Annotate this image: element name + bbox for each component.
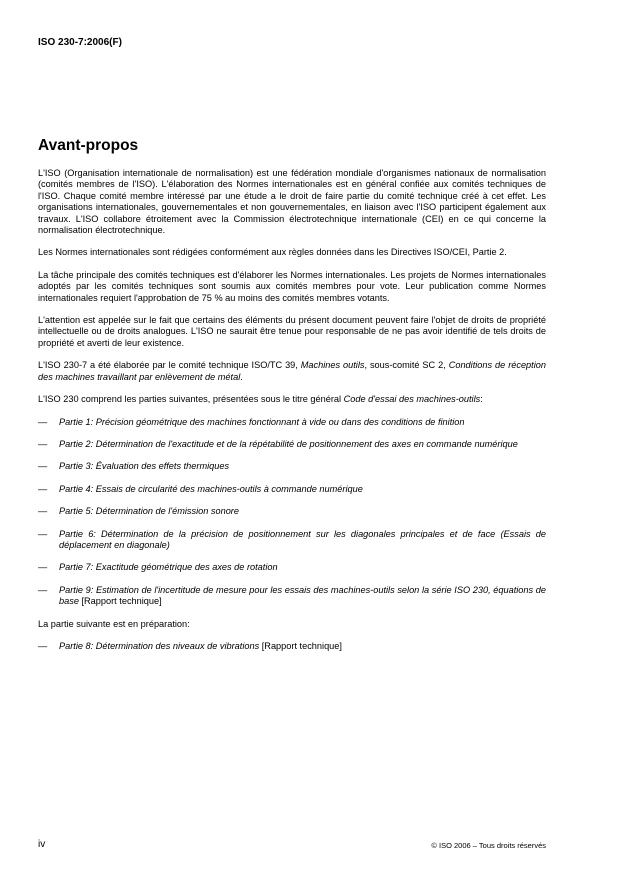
part-title: Partie 2: Détermination de l'exactitude et de la répétabilité de positionnement des axes en commande numérique (59, 438, 518, 449)
document-id: ISO 230-7:2006(F) (38, 37, 122, 48)
dash-bullet: — (38, 562, 48, 573)
list-item (38, 529, 546, 552)
p6-text-c: : (480, 394, 483, 405)
paragraph-2: Les Normes internationales sont rédigées conformément aux règles données dans les Directives ISO/CEI, Partie 2. (38, 247, 507, 258)
part-note: [Rapport technique] (78, 596, 162, 607)
list-item (38, 461, 546, 472)
document-body (38, 168, 546, 663)
part-title: Partie 3: Évaluation des effets thermiques (59, 461, 230, 472)
paragraph-1: L'ISO (Organisation internationale de normalisation) est une fédération mondiale d'organismes nationaux de normalisation (comités membres de l'ISO). L'élaboration des Normes internationales est en général confiée aux comités techniques de l'ISO. Chaque comité membre intéressé par une étude a le droit de faire partie du comité technique créé à cet effet. Les organisations internationales, gouvernementales et non gouvernementales, en liaison avec l'ISO participent également aux travaux. L'ISO collabore étroitement avec la Commission électrotechnique internationale (CEI) en ce qui concerne la normalisation électrotechnique. (38, 168, 546, 236)
copyright-notice: © ISO 2006 – Tous droits réservés (431, 841, 546, 850)
list-item (38, 585, 546, 608)
dash-bullet: — (38, 483, 48, 494)
list-item (38, 506, 546, 517)
list-item (38, 641, 546, 652)
dash-bullet: — (38, 528, 48, 539)
part-title: Partie 8: Détermination des niveaux de vibrations (59, 640, 260, 651)
part-title: Partie 1: Précision géométrique des machines fonctionnant à vide ou dans des conditions de finition (59, 416, 465, 427)
part-title: Partie 9: Estimation de l'incertitude de mesure pour les essais des machines-outils selon la série ISO 230, équations de base (59, 584, 546, 607)
part-title: Partie 4: Essais de circularité des machines-outils à commande numérique (59, 483, 363, 494)
list-item (38, 562, 546, 573)
paragraph-3: La tâche principale des comités techniques est d'élaborer les Normes internationales. Les projets de Normes internationales adoptés par les comités techniques sont soumis aux comités membres pour vote. Leur publication comme Normes internationales requiert l'approbation de 75 % au moins des comités membres votants. (38, 269, 546, 303)
list-item (38, 417, 546, 428)
p6-general-title: Code d'essai des machines-outils (343, 394, 481, 405)
list-item (38, 439, 546, 450)
p5-text-e: . (240, 371, 243, 382)
paragraph-5 (38, 360, 546, 383)
paragraph-7: La partie suivante est en préparation: (38, 618, 190, 629)
part-title: Partie 5: Détermination de l'émission sonore (59, 506, 239, 517)
paragraph-6 (38, 394, 546, 405)
dash-bullet: — (38, 461, 48, 472)
preparation-list (38, 641, 546, 652)
p5-text-c: , sous-comité SC 2, (364, 360, 449, 371)
part-note: [Rapport technique] (259, 640, 342, 651)
p5-text-a: L'ISO 230-7 a été élaborée par le comité technique ISO/TC 39, (38, 360, 301, 371)
p6-text-a: L'ISO 230 comprend les parties suivantes, présentées sous le titre général (38, 394, 344, 405)
dash-bullet: — (38, 640, 48, 651)
part-title: Partie 7: Exactitude géométrique des axes de rotation (59, 562, 278, 573)
dash-bullet: — (38, 584, 48, 595)
p5-committee-name: Machines outils (300, 360, 365, 371)
page-number: iv (38, 839, 46, 850)
list-item (38, 484, 546, 495)
page-title: Avant-propos (38, 137, 139, 154)
dash-bullet: — (38, 506, 48, 517)
dash-bullet: — (38, 438, 48, 449)
part-title: Partie 6: Détermination de la précision de positionnement sur les diagonales principales et de face (Essais de déplacement en diagonale) (59, 528, 546, 550)
paragraph-4: L'attention est appelée sur le fait que certains des éléments du présent document peuvent faire l'objet de droits de propriété intellectuelle ou de droits analogues. L'ISO ne saurait être tenue pour responsable de ne pas avoir identifié de tels droits de propriété et averti de leur existence. (38, 315, 546, 348)
p5-subcommittee-name: Conditions de réception des machines travaillant par enlèvement de métal (38, 360, 546, 382)
parts-list (38, 417, 546, 608)
dash-bullet: — (38, 416, 48, 427)
